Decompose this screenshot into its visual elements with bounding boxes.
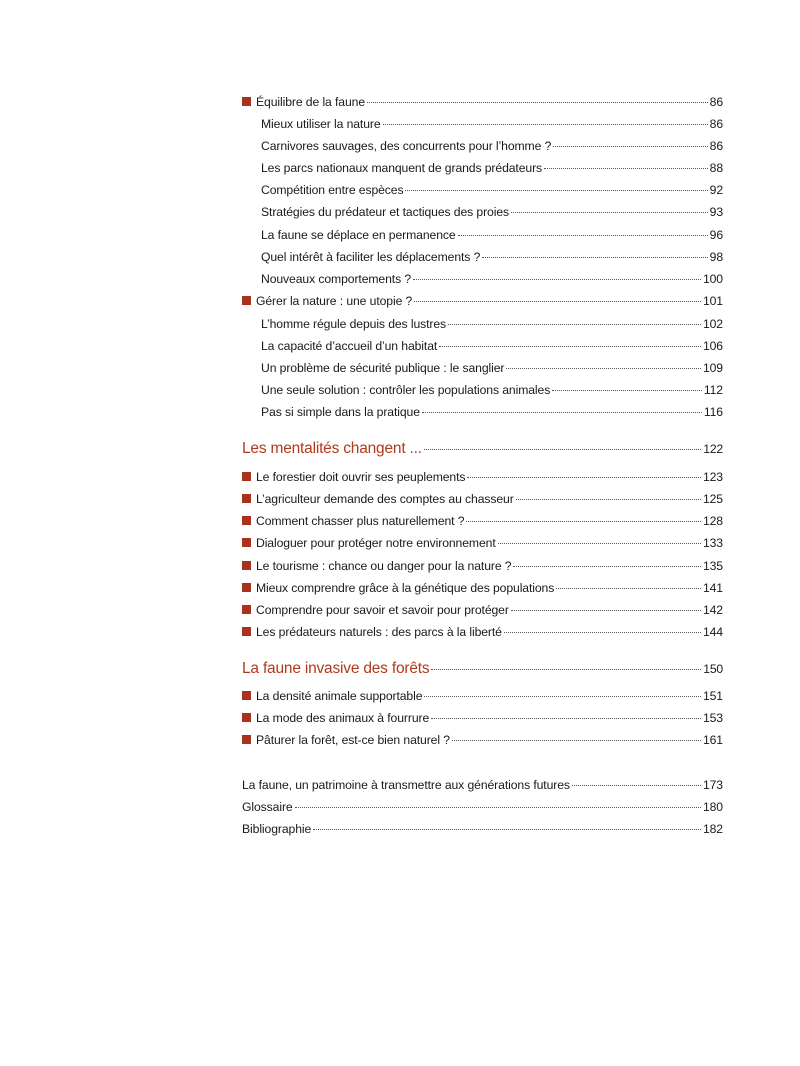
dot-leader: [511, 212, 708, 213]
dot-leader: [553, 146, 707, 147]
toc-entry-label: Les parcs nationaux manquent de grands prédateurs: [261, 161, 543, 175]
toc-entry-label: Dialoguer pour protéger notre environnement: [256, 536, 496, 550]
toc-chapter-label: Les mentalités changent ...: [242, 440, 422, 457]
toc-section-entry[interactable]: [242, 603, 723, 617]
toc-page-number: 173: [702, 778, 723, 792]
dot-leader: [431, 669, 701, 670]
toc-page-number: 92: [709, 183, 723, 197]
toc-entry[interactable]: [261, 339, 723, 353]
toc-entry-label: La mode des animaux à fourrure: [256, 711, 430, 725]
toc-entry-label: Une seule solution : contrôler les populations animales: [261, 383, 551, 397]
dot-leader: [506, 368, 701, 369]
square-bullet-icon: [242, 296, 251, 305]
dot-leader: [513, 566, 700, 567]
toc-entry-label: Les prédateurs naturels : des parcs à la liberté: [256, 625, 502, 639]
toc-entry[interactable]: [261, 317, 723, 331]
dot-leader: [424, 449, 701, 450]
toc-section-entry[interactable]: [242, 95, 723, 109]
toc-section-entry[interactable]: [242, 470, 723, 484]
dot-leader: [295, 807, 701, 808]
toc-entry-label: Nouveaux comportements ?: [261, 272, 412, 286]
dot-leader: [422, 412, 702, 413]
square-bullet-icon: [242, 538, 251, 547]
toc-end-entry[interactable]: [242, 822, 723, 836]
toc-section-entry[interactable]: [242, 536, 723, 550]
square-bullet-icon: [242, 691, 251, 700]
toc-page-number: 133: [702, 536, 723, 550]
toc-entry[interactable]: [261, 117, 723, 131]
toc-page-number: 109: [702, 361, 723, 375]
dot-leader: [458, 235, 708, 236]
dot-leader: [544, 168, 708, 169]
toc-page-number: 182: [702, 822, 723, 836]
dot-leader: [511, 610, 701, 611]
toc-entry[interactable]: [261, 250, 723, 264]
toc-entry[interactable]: [261, 272, 723, 286]
toc-page-number: 125: [702, 492, 723, 506]
toc-entry-label: Pas si simple dans la pratique: [261, 405, 420, 419]
toc-section-entry[interactable]: [242, 733, 723, 747]
dot-leader: [556, 588, 701, 589]
toc-section-entry[interactable]: [242, 581, 723, 595]
toc-entry-label: Glossaire: [242, 800, 293, 814]
dot-leader: [413, 279, 701, 280]
toc-entry-label: La capacité d’accueil d’un habitat: [261, 339, 438, 353]
dot-leader: [367, 102, 708, 103]
dot-leader: [466, 521, 701, 522]
toc-entry-label: Comprendre pour savoir et savoir pour protéger: [256, 603, 509, 617]
toc-entry[interactable]: [261, 383, 723, 397]
toc-section-entry[interactable]: [242, 514, 723, 528]
toc-page-number: 102: [702, 317, 723, 331]
toc-page-number: 112: [703, 383, 723, 397]
toc-page-number: 116: [703, 405, 723, 419]
toc-page-number: 142: [702, 603, 723, 617]
toc-entry-label: Équilibre de la faune: [256, 95, 366, 109]
toc-entry-label: Carnivores sauvages, des concurrents pour l’homme ?: [261, 139, 552, 153]
toc-end-entry[interactable]: [242, 778, 723, 792]
toc-page-number: 88: [709, 161, 723, 175]
toc-chapter-heading[interactable]: [242, 660, 723, 678]
toc-chapter-label: La faune invasive des forêts: [242, 660, 430, 677]
toc-page-number: 153: [702, 711, 723, 725]
toc-entry-label: Un problème de sécurité publique : le sanglier: [261, 361, 505, 375]
square-bullet-icon: [242, 627, 251, 636]
toc-page-number: 86: [709, 95, 723, 109]
toc-page-number: 180: [702, 800, 723, 814]
square-bullet-icon: [242, 561, 251, 570]
toc-page-number: 144: [702, 625, 723, 639]
toc-end-entry[interactable]: [242, 800, 723, 814]
toc-entry-label: Mieux utiliser la nature: [261, 117, 381, 131]
square-bullet-icon: [242, 583, 251, 592]
toc-entry-label: Stratégies du prédateur et tactiques des proies: [261, 205, 510, 219]
dot-leader: [452, 740, 701, 741]
toc-entry-label: L’agriculteur demande des comptes au chasseur: [256, 492, 514, 506]
toc-entry-label: Quel intérêt à faciliter les déplacements ?: [261, 250, 481, 264]
toc-section-entry[interactable]: [242, 625, 723, 639]
toc-page-number: 86: [709, 139, 723, 153]
toc-entry[interactable]: [261, 139, 723, 153]
toc-entry-label: Le forestier doit ouvrir ses peuplements: [256, 470, 466, 484]
toc-page-number: 98: [709, 250, 723, 264]
dot-leader: [313, 829, 701, 830]
dot-leader: [439, 346, 701, 347]
square-bullet-icon: [242, 494, 251, 503]
dot-leader: [405, 190, 707, 191]
square-bullet-icon: [242, 713, 251, 722]
toc-entry[interactable]: [261, 405, 723, 419]
dot-leader: [482, 257, 707, 258]
dot-leader: [467, 477, 701, 478]
toc-page-number: 135: [702, 559, 723, 573]
toc-entry-label: La faune se déplace en permanence: [261, 228, 456, 242]
toc-chapter-heading[interactable]: [242, 440, 723, 458]
toc-section-entry[interactable]: [242, 294, 723, 308]
toc-page-number: 106: [702, 339, 723, 353]
toc-entry-label: Comment chasser plus naturellement ?: [256, 514, 465, 528]
dot-leader: [424, 696, 701, 697]
toc-page-number: 100: [702, 272, 723, 286]
toc-entry[interactable]: [261, 183, 723, 197]
toc-entry-label: Bibliographie: [242, 822, 312, 836]
toc-page-number: 123: [702, 470, 723, 484]
toc-section-entry[interactable]: [242, 689, 723, 703]
square-bullet-icon: [242, 735, 251, 744]
dot-leader: [414, 301, 701, 302]
toc-page-number: 101: [702, 294, 723, 308]
toc-section-entry[interactable]: [242, 492, 723, 506]
toc-page-number: 93: [709, 205, 723, 219]
toc-page-number: 122: [703, 442, 723, 456]
toc-page-number: 161: [702, 733, 723, 747]
square-bullet-icon: [242, 516, 251, 525]
dot-leader: [498, 543, 701, 544]
dot-leader: [504, 632, 701, 633]
toc-page-number: 151: [702, 689, 723, 703]
toc-entry[interactable]: [261, 161, 723, 175]
toc-entry[interactable]: [261, 228, 723, 242]
toc-entry-label: La faune, un patrimoine à transmettre aux générations futures: [242, 778, 570, 792]
square-bullet-icon: [242, 97, 251, 106]
toc-entry-label: La densité animale supportable: [256, 689, 423, 703]
dot-leader: [431, 718, 701, 719]
toc-entry-label: Gérer la nature : une utopie ?: [256, 294, 413, 308]
toc-page-number: 150: [703, 662, 723, 676]
toc-entry[interactable]: [261, 361, 723, 375]
toc-entry-label: Pâturer la forêt, est-ce bien naturel ?: [256, 733, 450, 747]
toc-entry-label: Le tourisme : chance ou danger pour la nature ?: [256, 559, 512, 573]
toc-entry[interactable]: [261, 205, 723, 219]
dot-leader: [552, 390, 702, 391]
dot-leader: [383, 124, 708, 125]
square-bullet-icon: [242, 472, 251, 481]
toc-entry-label: Mieux comprendre grâce à la génétique des populations: [256, 581, 555, 595]
toc-entry-label: L’homme régule depuis des lustres: [261, 317, 447, 331]
toc-page-number: 86: [709, 117, 723, 131]
dot-leader: [448, 324, 701, 325]
square-bullet-icon: [242, 605, 251, 614]
toc-entry-label: Compétition entre espèces: [261, 183, 404, 197]
toc-page-number: 141: [702, 581, 723, 595]
toc-section-entry[interactable]: [242, 559, 723, 573]
dot-leader: [516, 499, 701, 500]
toc-section-entry[interactable]: [242, 711, 723, 725]
toc-page-number: 128: [702, 514, 723, 528]
toc-page-number: 96: [709, 228, 723, 242]
dot-leader: [572, 785, 701, 786]
